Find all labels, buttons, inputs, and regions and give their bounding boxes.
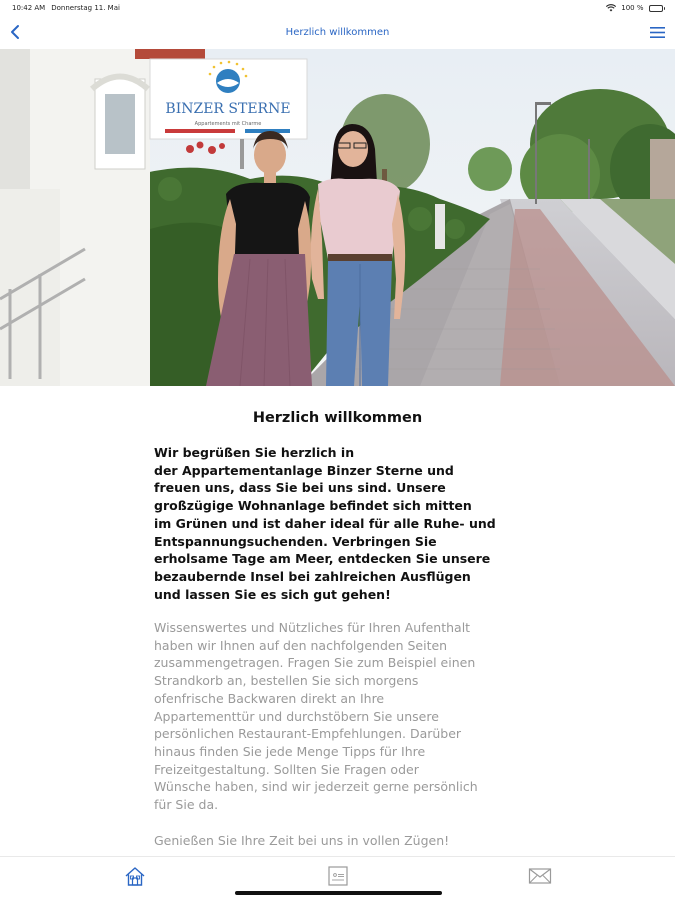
chevron-left-icon — [10, 24, 20, 40]
status-time: 10:42 AM — [12, 4, 46, 12]
intro-line: großzügige Wohnanlage befindet sich mitten — [154, 498, 472, 514]
closing-line: Genießen Sie Ihre Zeit bei uns in vollen Zügen! — [154, 833, 450, 848]
contact-card-icon — [327, 865, 349, 887]
sign-title: BINZER STERNE — [165, 101, 291, 117]
tab-contact[interactable] — [323, 863, 353, 889]
hero-photo — [0, 49, 675, 386]
back-button[interactable] — [4, 20, 26, 44]
intro-line: Wir begrüßen Sie herzlich in — [154, 445, 355, 460]
info-line: Freizeitgestaltung. Sollten Sie Fragen oder — [154, 761, 419, 777]
sign-subtitle: Appartements mit Charme — [194, 121, 262, 127]
info-paragraph — [154, 619, 534, 814]
battery-percent: 100 % — [621, 4, 644, 12]
menu-button[interactable] — [647, 22, 667, 42]
hero-illustration — [0, 49, 675, 386]
intro-line: bezaubernde Insel bei zahlreichen Ausflügen — [154, 568, 471, 584]
tab-mail[interactable] — [525, 863, 555, 889]
intro-line: im Grünen und ist daher ideal für alle Ruhe- und — [154, 515, 496, 531]
info-line: zusammengetragen. Fragen Sie zum Beispiel einen — [154, 655, 476, 671]
home-indicator[interactable] — [235, 891, 442, 895]
content-heading: Herzlich willkommen — [252, 410, 423, 426]
wifi-icon — [606, 4, 616, 12]
page-title: Herzlich willkommen — [285, 26, 390, 38]
intro-line: freuen uns, dass Sie bei uns sind. Unsere — [154, 480, 446, 496]
welcome-content — [0, 386, 675, 856]
hamburger-menu-icon — [650, 26, 665, 39]
intro-line: der Appartementanlage Binzer Sterne und — [154, 462, 454, 478]
battery-icon — [649, 5, 666, 12]
intro-line: erholsame Tage am Meer, entdecken Sie unsere — [154, 551, 491, 567]
info-line: Strandkorb an, bestellen Sie sich morgens — [154, 673, 419, 689]
info-line: für Sie da. — [154, 797, 219, 813]
info-line: haben wir Ihnen auf den nachfolgenden Seiten — [154, 637, 448, 653]
status-date: Donnerstag 11. Mai — [51, 4, 120, 12]
intro-line: Entspannungsuchenden. Verbringen Sie — [154, 533, 437, 549]
info-line: Wünsche haben, sind wir jederzeit gerne persönlich — [154, 779, 478, 795]
status-right — [606, 4, 665, 12]
home-icon — [124, 865, 146, 887]
info-line: hinaus finden Sie jede Menge Tipps für Ihre — [154, 743, 426, 759]
status-left — [12, 4, 120, 12]
info-line: persönlichen Restaurant-Empfehlungen. Darüber — [154, 726, 462, 742]
navigation-bar — [0, 18, 675, 46]
info-line: Appartementtür und durchstöbern Sie unsere — [154, 708, 439, 724]
status-bar — [0, 0, 675, 16]
info-line: ofenfrische Backwaren direkt an Ihre — [154, 690, 385, 706]
info-line: Wissenswertes und Nützliches für Ihren Aufenthalt — [154, 620, 471, 635]
intro-paragraph — [154, 444, 534, 603]
mail-icon — [528, 866, 552, 886]
intro-line: und lassen Sie es sich gut gehen! — [154, 586, 391, 602]
tab-home[interactable] — [120, 863, 150, 889]
